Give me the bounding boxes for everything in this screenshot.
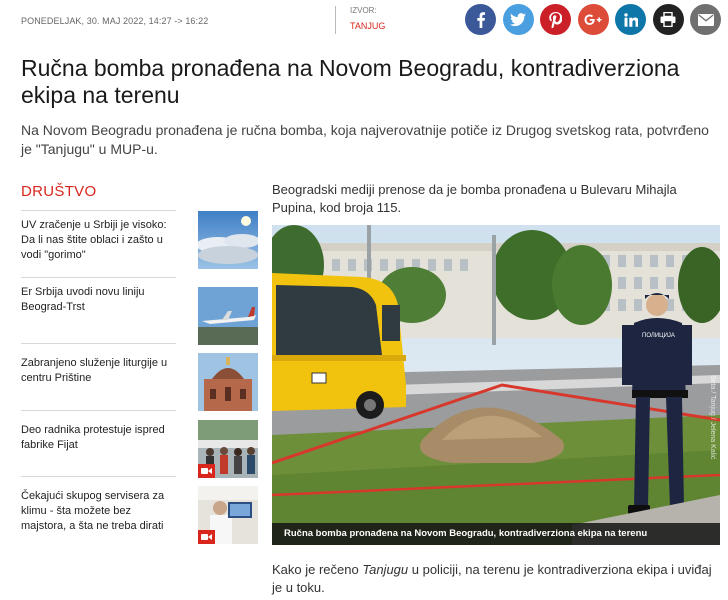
related-sidebar bbox=[21, 183, 258, 544]
linkedin-icon bbox=[624, 13, 638, 27]
facebook-icon bbox=[474, 12, 488, 28]
related-article-thumbnail[interactable] bbox=[198, 486, 258, 544]
related-article-item[interactable] bbox=[21, 344, 258, 411]
sidebar-section-title[interactable]: DRUŠTVO bbox=[21, 183, 176, 211]
paragraph-2-emphasis: Tanjugu bbox=[362, 562, 409, 577]
article-meta-bar bbox=[0, 0, 728, 46]
article-lead: Na Novom Beogradu pronađena je ručna bomba, koja najverovatnije potiče iz Drugog svetskog rata, potvrđeno je "Tanjugu" u MUP-u. bbox=[21, 122, 709, 157]
article-photo[interactable] bbox=[272, 225, 720, 545]
related-article-title[interactable]: Čekajući skupog servisera za klimu - šta možete bez majstora, a šta ne treba dirati bbox=[21, 490, 165, 532]
article-paragraph-1: Beogradski mediji prenose da je bomba pronađena u Bulevaru Mihajla Pupina, kod broja 115. bbox=[272, 182, 677, 215]
related-article-thumbnail[interactable] bbox=[198, 211, 258, 269]
related-article-item[interactable] bbox=[21, 211, 258, 278]
article-title: Ručna bomba pronađena na Novom Beogradu, kontradiverziona ekipa na terenu bbox=[21, 55, 680, 108]
related-article-title[interactable]: Er Srbija uvodi novu liniju Beograd-Trst bbox=[21, 285, 145, 313]
related-article-title[interactable]: Deo radnika protestuje ispred fabrike Fijat bbox=[21, 423, 165, 451]
share-email-button[interactable] bbox=[690, 4, 721, 35]
share-google-plus-button[interactable] bbox=[578, 4, 609, 35]
photo-caption: Ručna bomba pronađena na Novom Beogradu, kontradiverziona ekipa na terenu bbox=[272, 523, 720, 545]
article-body bbox=[272, 181, 720, 595]
paragraph-2-start: Kako je rečeno bbox=[272, 562, 363, 577]
airplane-image bbox=[198, 287, 258, 345]
share-buttons bbox=[465, 4, 728, 35]
email-icon bbox=[698, 14, 714, 26]
related-article-thumbnail[interactable] bbox=[198, 420, 258, 478]
street-scene-image bbox=[272, 225, 720, 545]
share-pinterest-button[interactable] bbox=[540, 4, 571, 35]
source-label: IZVOR: bbox=[350, 6, 377, 15]
article-dateline: PONEDELJAK, 30. MAJ 2022, 14:27 -> 16:22 bbox=[21, 16, 209, 26]
meta-divider bbox=[335, 6, 336, 34]
related-article-title[interactable]: UV zračenje u Srbiji je visoko: Da li nas štite oblaci i zašto u vodi "gorimo" bbox=[21, 219, 167, 261]
video-badge bbox=[198, 464, 215, 478]
twitter-icon bbox=[510, 13, 526, 27]
related-article-title[interactable]: Zabranjeno služenje liturgije u centru Prištine bbox=[21, 357, 168, 384]
share-facebook-button[interactable] bbox=[465, 4, 496, 35]
video-camera-icon bbox=[201, 467, 212, 475]
related-article-thumbnail[interactable] bbox=[198, 353, 258, 411]
related-article-item[interactable] bbox=[21, 278, 258, 345]
sky-clouds-image bbox=[198, 211, 258, 269]
police-badge-text: ПОЛИЦИЈА bbox=[642, 333, 675, 339]
video-camera-icon bbox=[201, 533, 212, 541]
article-paragraph-2 bbox=[272, 561, 720, 597]
related-article-item[interactable] bbox=[21, 477, 258, 544]
photo-credit: Beta / Tanjug / Jelena Kalić bbox=[709, 375, 716, 460]
video-badge bbox=[198, 530, 215, 544]
article-source bbox=[350, 6, 385, 34]
paragraph-2-end: u policiji, na terenu je kontradiverziona ekipa i uviđaj je u toku. bbox=[272, 562, 712, 595]
related-article-item[interactable] bbox=[21, 411, 258, 478]
pinterest-icon bbox=[549, 12, 562, 28]
print-button[interactable] bbox=[653, 4, 684, 35]
print-icon bbox=[660, 12, 676, 27]
church-image bbox=[198, 353, 258, 411]
google-plus-icon bbox=[584, 13, 602, 27]
share-linkedin-button[interactable] bbox=[615, 4, 646, 35]
share-twitter-button[interactable] bbox=[503, 4, 534, 35]
related-article-thumbnail[interactable] bbox=[198, 287, 258, 345]
source-value-link[interactable]: TANJUG bbox=[350, 21, 386, 31]
